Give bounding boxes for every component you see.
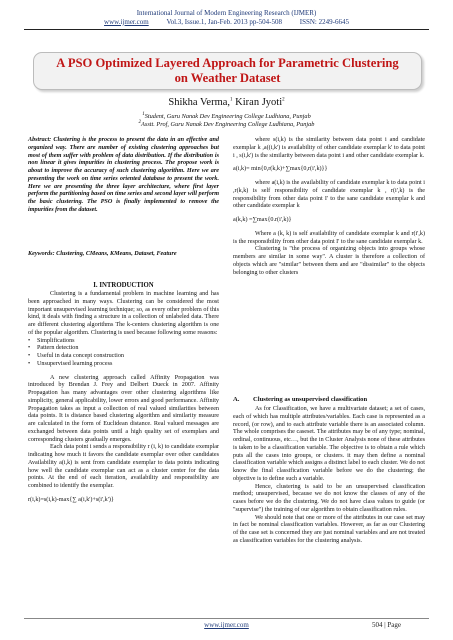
footer-rule bbox=[24, 618, 429, 619]
title-box bbox=[33, 52, 422, 90]
keywords-text: Clustering, CMeans, KMeans, Dataset, Feature bbox=[54, 251, 177, 257]
formula-responsibility: r(i,k)=s(i,k)-max{∑ a(i,k')+s(i',k')} bbox=[28, 496, 114, 503]
author-line bbox=[0, 97, 453, 108]
intro-paragraph-3: Each data point i sends a responsibility r (i, k) to candidate exemplar indicating how much it favors the candidate exemplar over other candidates Availability a(i,k) is sent from candidate exemplar to data points indicating how well the candidate exemplar can act as a cluster center for the data points. At the end of each iteration, availability and responsibility are combined to identify the exemplar. bbox=[28, 444, 219, 489]
affil2-text: Asstt. Prof, Guru Nanak Dev Engineering College Ludhiana, Punjab bbox=[141, 121, 315, 129]
section-a-paragraph-1: As for Classification, we have a multivariate dataset; a set of cases, each of which has multiple attributes/variables. Each case is represented as a record, (or row), and to each attribute variable there is an associated column. The whole comprises the caseset. The attributes may be of any type; nominal, ordinal, continuous, etc…, but the in Cluster Analysis none of these attributes is taken to be a classification variable. The objective is to obtain a rule which puts all the cases into groups, or clusters. it may then define a nominal classification variable which assigns a distinct label to each cluster. We do not know the final classification variable before we do the clustering; the objective is to define such a variable. bbox=[233, 406, 425, 482]
list-item: • Useful in data concept construction bbox=[28, 353, 219, 361]
affiliation-1 bbox=[0, 112, 453, 120]
keywords bbox=[28, 251, 219, 259]
affiliation-2 bbox=[0, 120, 453, 128]
author-2: Kiran Jyoti bbox=[232, 97, 283, 108]
right-paragraph-1: where s(i,k) is the similarity between data point i and candidate exemplar k ,a((i,k') is availability of other candidate exemplar k' to data point i , s(i,k') is the similarity between data point i and other candidate exemplar k. bbox=[233, 137, 425, 159]
header-url-link[interactable]: www.ijmer.com bbox=[104, 17, 149, 26]
volume-info: Vol.3, Issue.1, Jan-Feb. 2013 pp-504-508 bbox=[166, 17, 282, 26]
keywords-label: Keywords: bbox=[28, 251, 55, 257]
right-paragraph-4: Clustering is "the process of organizing objects into groups whose members are similar in some way". A cluster is therefore a collection of objects which are "similar" between them and are "dissimilar" to the objects belonging to other clusters bbox=[233, 246, 425, 276]
formula-availability: a(i,k)= min{0,r(k,k)+∑max{0,r(i',k)}} bbox=[233, 166, 328, 173]
abstract-text: Clustering is the process to present the data in an effective and organized way. There are number of existing clustering approaches but most of them suffer with problem of data distribution. If the distribution is non linear it gives impurities in clustering process. The propose work is about to improve the accuracy of such clustering algorithm. Here we are presenting the work on time series oriented database to present the work. Here we are presenting the three layer architecture, where first layer perform the partitioning based on time series and second layer will perform the basic clustering. The PSO is finally implemented to remove the impurities from the dataset. bbox=[28, 137, 219, 213]
header-rule bbox=[24, 29, 429, 30]
author-1-sup: 1 bbox=[230, 97, 233, 103]
affil2-sup: 2 bbox=[138, 120, 142, 125]
abstract bbox=[28, 137, 219, 215]
section-heading-a bbox=[233, 396, 367, 403]
list-item: • Simplifications bbox=[28, 338, 219, 346]
journal-meta bbox=[0, 18, 453, 27]
list-item: • Pattern detection bbox=[28, 345, 219, 353]
paper-title-line1: A PSO Optimized Layered Approach for Parametric Clustering bbox=[56, 56, 399, 70]
affil1-text: Student, Guru Nanak Dev Engineering College Ludhiana, Punjab bbox=[144, 113, 311, 121]
section-heading-intro: I. INTRODUCTION bbox=[93, 282, 154, 289]
right-column-body bbox=[233, 137, 425, 277]
list-item: • Unsupervised learning process bbox=[28, 361, 219, 369]
affil1-sup: 1 bbox=[142, 112, 145, 117]
section-a-number: A. bbox=[233, 396, 240, 403]
issn-info: ISSN: 2249-6645 bbox=[299, 17, 349, 26]
introduction-body bbox=[28, 291, 219, 505]
journal-name: International Journal of Modern Engineering Research (IJMER) bbox=[136, 9, 317, 17]
journal-header bbox=[0, 9, 453, 26]
author-1: Shikha Verma, bbox=[168, 97, 231, 108]
reasons-list bbox=[28, 338, 219, 369]
formula-self-availability: a(k,k) =∑max{0.r(i',k)} bbox=[233, 217, 292, 223]
right-paragraph-2: where a(i,k) is the availability of candidate exemplar k to data point i ,r(k,k) is self responsibility of candidate exemplar k , r(i',k) is the responsibility from other data point I' to the sane candidate exemplar k and other candidate exemplar k bbox=[233, 180, 425, 210]
footer-url-link[interactable]: www.ijmer.com bbox=[204, 621, 249, 629]
intro-paragraph-1: Clustering is a fundamental problem in machine learning and has been approached in many ways. Clustering can be considered the most important unsupervised learning technique; so, as every other problem of this kind, it deals with finding a structure in a collection of unlabeled data. There are different clustering algorithms The k-centers clustering algorithm is one of the popular algorithm. Clustering is used because following some reasons: bbox=[28, 291, 219, 336]
section-a-paragraph-3: We should note that one or more of the attributes in our case set may in fact be nominal classification variables. However, as far as our Clustering of the case set is concerned they are just nominal variables and are not treated as classification variables for the clustering analysis. bbox=[233, 514, 425, 544]
abstract-label: Abstract: bbox=[28, 137, 52, 143]
page-number: 504 | Page bbox=[372, 621, 402, 629]
intro-paragraph-2: A new clustering approach called Affinity Propagation was introduced by Brendan J. Frey and Delbert Dueck in 2007. Affinity Propagation has many advantages over other clustering algorithms like simplicity, general applicability, lower errors and good performance. Affinity Propagation takes as input a collection of real valued similarities between data points. It is distance based clustering algorithm and similarity measure are calculated in the form of Euclidean distance. Real valued messages are exchanged between data points until a high quality set of exemplars and corresponding clusters gradually emerges. bbox=[28, 374, 219, 443]
section-a-body bbox=[233, 406, 425, 546]
section-a-title: Clustering as unsupervised classification bbox=[253, 396, 368, 403]
paper-title-line2: on Weather Dataset bbox=[174, 71, 281, 85]
author-2-sup: 2 bbox=[282, 97, 285, 103]
section-a-paragraph-2: Hence, clustering is said to be an unsupervised classification method; unsupervised, because we do not know the classes of any of the cases before we do the clustering. We do not have class values to guide (or "supervise") the training of our algorithm to obtain classification rules. bbox=[233, 483, 425, 513]
right-paragraph-3: Where a (k, k) is self availability of candidate exemplar k and r(i',k) is the responsibility from other data point I' to the sane candidate exemplar k. bbox=[233, 230, 425, 245]
